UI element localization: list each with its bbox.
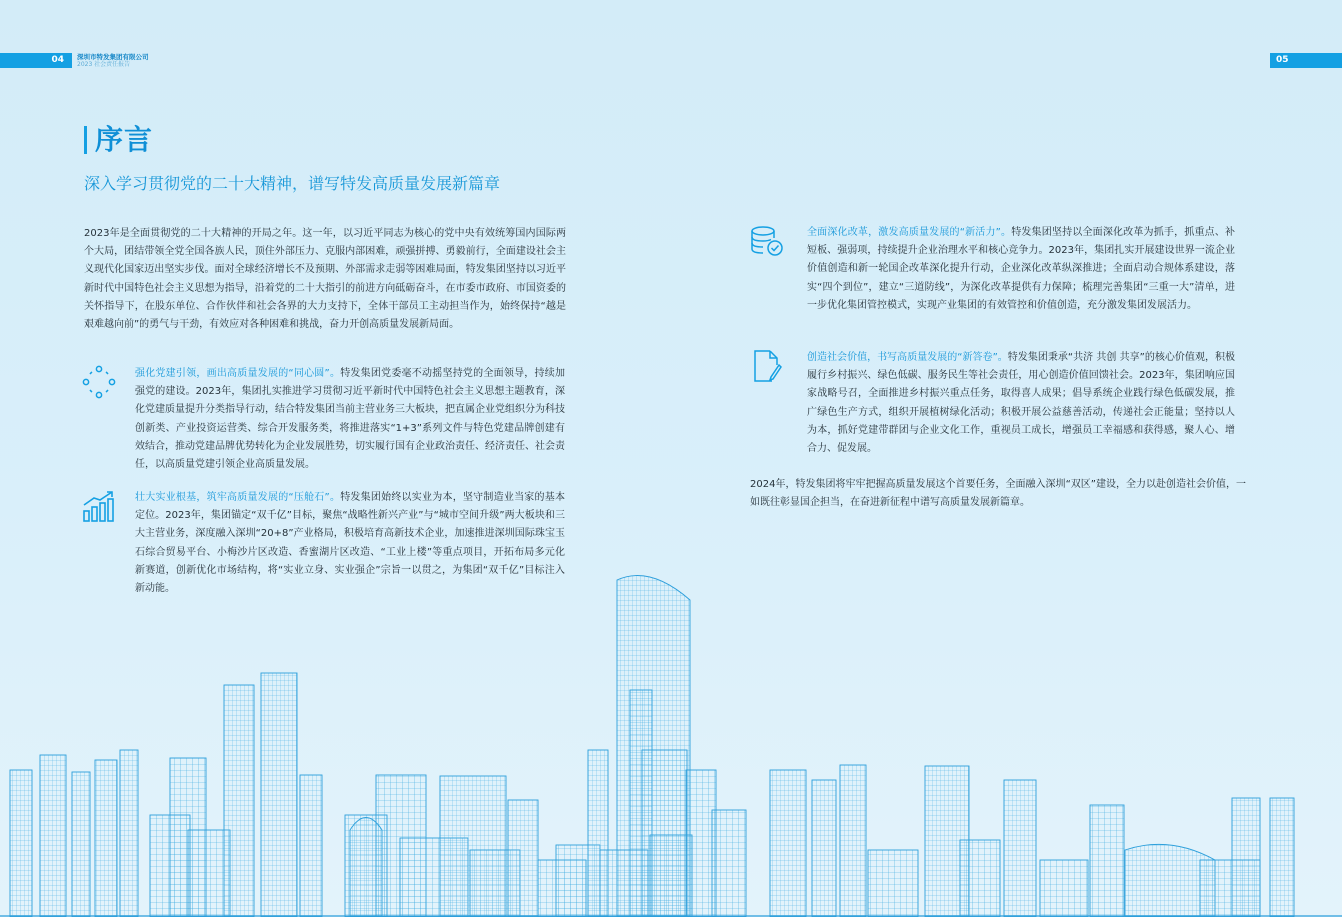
city-skyline-illustration bbox=[0, 560, 1342, 917]
growth-chart-icon bbox=[82, 489, 116, 523]
section-heading: 全面深化改革，激发高质量发展的“新活力”。 bbox=[807, 227, 1012, 238]
page-number-right: 05 bbox=[1270, 53, 1342, 68]
page-subtitle: 深入学习贯彻党的二十大精神，谱写特发高质量发展新篇章 bbox=[84, 174, 501, 193]
closing-paragraph: 2024年，特发集团将牢牢把握高质量发展这个首要任务，全面融入深圳“双区”建设，全力以赴创造社会价值，一如既往彰显国企担当，在奋进新征程中谱写高质量发展新篇章。 bbox=[750, 479, 1246, 509]
title-accent-bar bbox=[84, 126, 87, 154]
database-check-icon bbox=[750, 224, 784, 258]
section-heading: 壮大实业根基，筑牢高质量发展的“压舱石”。 bbox=[135, 492, 341, 503]
section-body: 特发集团秉承“共济 共创 共享”的核心价值观，积极履行乡村振兴、绿色低碳、服务民生等社会责任，用心创造价值回馈社会。2023年，集团响应国家战略号召，全面推进乡村振兴重点任务，取得喜人成果；倡导系统企业践行绿色低碳发展，推广绿色生产方式，组织开展植树绿化活动；积极开展公益慈善活动，传递社会正能量；坚持以人为本，抓好党建带群团与企业文化工作，重视员工成长，增强员工幸福感和获得感，聚人心、增合力、促发展。 bbox=[807, 352, 1235, 455]
page-title: 序言 bbox=[95, 123, 154, 156]
section-text bbox=[807, 349, 1235, 458]
header-org-name: 深圳市特发集团有限公司 bbox=[77, 53, 149, 61]
section-heading: 创造社会价值，书写高质量发展的“新答卷”。 bbox=[807, 352, 1008, 363]
section-heading: 强化党建引领，画出高质量发展的“同心圆”。 bbox=[135, 368, 341, 379]
document-edit-icon bbox=[750, 349, 784, 383]
section-text bbox=[807, 224, 1235, 315]
section-text bbox=[135, 365, 565, 474]
page-number-left: 04 bbox=[0, 53, 72, 68]
section-body: 特发集团始终以实业为本，坚守制造业当家的基本定位。2023年，集团锚定“双千亿”目标，聚焦“战略性新兴产业”与“城市空间升级”两大板块和三大主营业务，深度融入深圳“20+8”产业格局，积极培育高新技术企业，加速推进深圳国际珠宝玉石综合贸易平台、小梅沙片区改造、香蜜湖片区改造、“工业上楼”等重点项目，开拓布局多元化新赛道，创新优化市场结构，将“实业立身、实业强企”宗旨一以贯之，为集团“双千亿”目标注入新动能。 bbox=[135, 492, 565, 595]
section-body: 特发集团党委毫不动摇坚持党的全面领导，持续加强党的建设。2023年，集团扎实推进学习贯彻习近平新时代中国特色社会主义思想主题教育，深化党建质量提升分类指导行动，结合特发集团当前主营业务三大板块，把直属企业党组织分为科技创新类、产业投资运营类、综合开发服务类，将推进落实“1+3”系列文件与特色党建品牌创建有效结合，推动党建品牌优势转化为企业发展胜势，切实履行国有企业政治责任、经济责任、社会责任，以高质量党建引领企业高质量发展。 bbox=[135, 368, 565, 471]
section-body: 特发集团坚持以全面深化改革为抓手，抓重点、补短板、强弱项，持续提升企业治理水平和核心竞争力。2023年，集团扎实开展建设世界一流企业价值创造和新一轮国企改革深化提升行动，企业深化改革纵深推进；全面启动合规体系建设，落实“四个到位”，建立“三道防线”，为深化改革提供有力保障；梳理完善集团“三重一大”清单，进一步优化集团管控模式，实现产业集团的有效管控和价值创造，充分激发集团发展活力。 bbox=[807, 227, 1235, 311]
intro-paragraph: 2023年是全面贯彻党的二十大精神的开局之年。这一年，以习近平同志为核心的党中央有效统筹国内国际两个大局，团结带领全党全国各族人民，顶住外部压力、克服内部困难，顽强拼搏、勇毅前行，全面建设社会主义现代化国家迈出坚实步伐。面对全球经济增长不及预期、外部需求走弱等困难局面，特发集团坚持以习近平新时代中国特色社会主义思想为指导，沿着党的二十大指引的前进方向砥砺奋斗，在市委市政府、市国资委的关怀指导下，在股东单位、合作伙伴和社会各界的大力支持下，全体干部员工主动担当作为，始终保持“越是艰难越向前”的勇气与干劲，有效应对各种困难和挑战，奋力开创高质量发展新局面。 bbox=[84, 228, 566, 331]
people-circle-icon bbox=[82, 365, 116, 399]
header-report-name: 2023 社会责任报告 bbox=[77, 61, 131, 68]
